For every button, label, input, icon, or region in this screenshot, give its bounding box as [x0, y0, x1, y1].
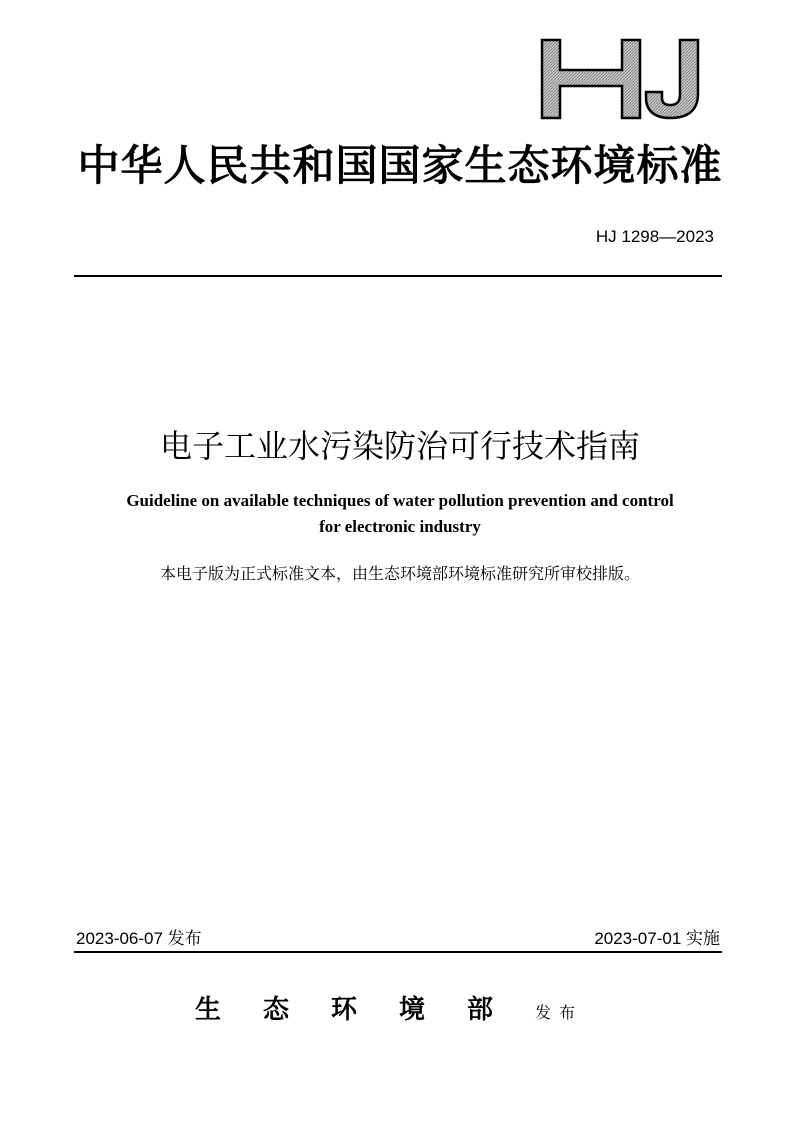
document-title-english: [40, 488, 760, 540]
header-divider: [74, 275, 722, 277]
publisher-suffix: 发布: [535, 1003, 584, 1022]
issue-date: 2023-06-07 发布: [76, 929, 202, 948]
hj-logo-graphic: [538, 36, 704, 122]
electronic-edition-notice: 本电子版为正式标准文本，由生态环境部环境标准研究所审校排版。: [159, 564, 640, 583]
document-title-english-line1: Guideline on available techniques of water pollution prevention and control: [126, 491, 674, 510]
document-title-english-line2: for electronic industry: [319, 517, 481, 536]
document-title-chinese: 电子工业水污染防治可行技术指南: [159, 427, 640, 465]
standard-category-title: 中华人民共和国国家生态环境标准: [77, 141, 723, 190]
standard-code: HJ 1298—2023: [595, 227, 714, 246]
publisher-line: [195, 993, 583, 1029]
hj-logo: [538, 36, 704, 122]
publisher-name: 生态环境部: [195, 995, 536, 1025]
implementation-date: 2023-07-01 实施: [594, 929, 720, 948]
footer-divider: [74, 951, 722, 953]
